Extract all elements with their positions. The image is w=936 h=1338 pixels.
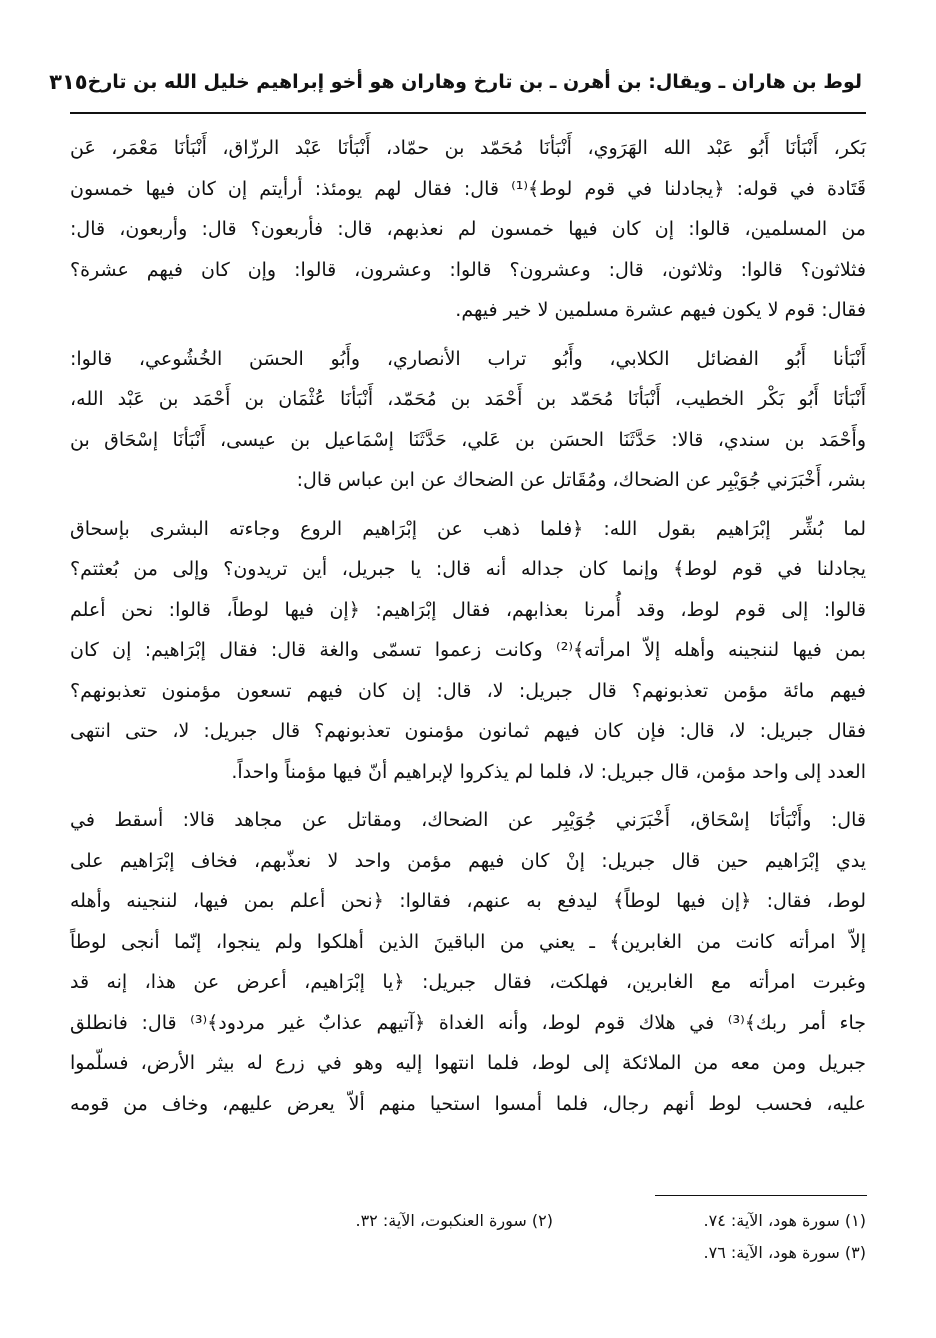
- page-number: ٣١٥: [49, 70, 88, 94]
- running-title: لوط بن هاران ـ ويقال: بن أهرن ـ بن تارخ وهاران هو أخو إبراهيم خليل الله بن تارخ: [87, 71, 862, 93]
- paragraph: [70, 339, 866, 501]
- text-line: لوط، فقال: ﴿إن فيها لوطاً﴾ ليدفع به عنهم، فقالوا: ﴿نحن أعلم بمن فيها، لننجينه وأهله: [70, 890, 866, 912]
- text-line: فقال جبريل: لا، قال: فإن كان فيهم ثمانون مؤمنون تعذبونهم؟ قال جبريل: لا، حتى انتهى: [70, 720, 866, 742]
- text-line: وأَحْمَد بن سندي، قالا: حَدَّثَنَا الحسَن بن عَلي، حَدَّثَنَا إسْمَاعيل بن عيسى، أَنْبَأنَا إسْحَاق بن: [70, 428, 866, 451]
- text-line: فيهم مائة مؤمن تعذبونهم؟ قال جبريل: لا، قال: إن كان فيهم تسعون مؤمنون تعذبونهم؟: [70, 679, 866, 702]
- page-header: [49, 62, 862, 102]
- text-line: من المسلمين، قالوا: إن كان فيها خمسون لم نعذبهم، قال: فأربعون؟ قال: وأربعون، قال:: [70, 218, 866, 240]
- footnote: (١) سورة هود، الآية: ٧٤.: [703, 1211, 866, 1230]
- text-line: قالوا: إلى قوم لوط، وقد أُمرنا بعذابهم، فقال إبْرَاهيم: ﴿إن فيها لوطاً، قالوا: نحن أعلم: [70, 598, 866, 621]
- text-line: أَنْبَأنا أَبُو الفضائل الكلابي، وأَبُو تراب الأنصاري، وأَبُو الحسَن الخُشُوعي، قالوا:: [70, 347, 866, 370]
- paragraph: [70, 509, 866, 793]
- text-line: أَنْبَأنَا أَبُو بَكْر الخطيب، أَنْبَأنَا مُحَمّد بن أَحْمَد بن مُحَمّد، أَنْبَأنَا عُثْمَان بن أَحْمَد بن عَبْد الله،: [70, 388, 866, 410]
- text-line: العدد إلى واحد مؤمن، قال جبريل: لا، فلما لم يذكروا لإبراهيم أنّ فيها مؤمناً واحداً.: [231, 760, 866, 783]
- text-line: لما بُشِّر إبْرَاهيم بقول الله: ﴿فلما ذهب عن إبْرَاهيم الروع وجاءته البشرى بإسحاق: [70, 517, 866, 540]
- text-line: جاء أمر ربك﴾⁽³⁾ في هلاك قوم لوط، وأنه الغداة ﴿آتيهم عذابٌ غير مردود﴾⁽³⁾ قال: فانطلق: [70, 1011, 867, 1034]
- text-line: قَتَادة في قوله: ﴿يجادلنا في قوم لوط﴾⁽¹⁾ قال: فقال لهم يومئذ: أرأيتم إن كان فيها خمسون: [70, 177, 866, 200]
- text-line: جبريل ومن معه من الملائكة إلى لوط، فلما انتهوا إليه وهو في زرع له بيثر الأرض، فسلّموا: [70, 1052, 866, 1074]
- text-line: بَكر، أَنْبَأنَا أَبُو عَبْد الله الهَرَوي، أَنْبَأنَا مُحَمّد بن حمّاد، أَنْبَأنَا عَبْد الرزّاق، أَنْبَأنَا مَعْمَر، عَن: [70, 137, 866, 159]
- footnote: (٢) سورة العنكبوت، الآية: ٣٢.: [355, 1211, 553, 1230]
- text-line: فثلاثون؟ قالوا: وثلاثون، قال: وعشرون؟ قالوا: وعشرون، قالوا: وإن كان فيهم عشرة؟: [70, 258, 866, 281]
- text-line: عليه، فحسب لوط أنهم رجال، فلما أمسوا استحيا منهم ألاّ يعرض عليهم، وخاف من قومه: [70, 1092, 866, 1115]
- header-rule: [70, 112, 866, 114]
- text-line: يدي إبْرَاهيم حين قال جبريل: إنْ كان فيهم مؤمن واحد لا نعذّبهم، فخاف إبْرَاهيم على: [70, 849, 866, 872]
- paragraph: [70, 128, 866, 331]
- footnote-rule: [655, 1195, 867, 1196]
- footnotes: [240, 1205, 866, 1269]
- footnote: (٣) سورة هود، الآية: ٧٦.: [703, 1243, 866, 1262]
- text-line: فقال: قوم لا يكون فيهم عشرة مسلمين لا خير فيهم.: [455, 299, 866, 321]
- text-line: بمن فيها لننجينه وأهله إلاّ امرأته﴾⁽²⁾ وكانت زعموا تسمّى والغة قال: فقال إبْرَاهيم: إن كان: [70, 639, 866, 661]
- main-text: [70, 128, 866, 1124]
- text-line: يجادلنا في قوم لوط﴾ وإنما كان جداله أنه قال: يا جبريل، أين تريدون؟ وإلى من بُعثتم؟: [70, 558, 866, 580]
- text-line: بشر، أَخْبَرَني جُوَيْبِر عن الضحاك، ومُقَاتل عن الضحاك عن ابن عباس قال:: [296, 469, 866, 491]
- text-line: إلاّ امرأته كانت من الغابرين﴾ ـ يعني من الباقينَ الذين أهلكوا ولم ينجوا، إنّما أنجى لوطاً: [70, 930, 866, 953]
- text-line: وغبرت امرأته مع الغابرين، فهلكت، فقال جبريل: ﴿يا إبْرَاهيم، أعرض عن هذا، إنه قد: [70, 971, 866, 993]
- paragraph: [70, 800, 866, 1124]
- text-line: قال: وأَنْبَأنَا إسْحَاق، أَخْبَرَني جُوَيْبِر عن الضحاك، ومقاتل عن مجاهد قالا: أسقط في: [70, 809, 866, 831]
